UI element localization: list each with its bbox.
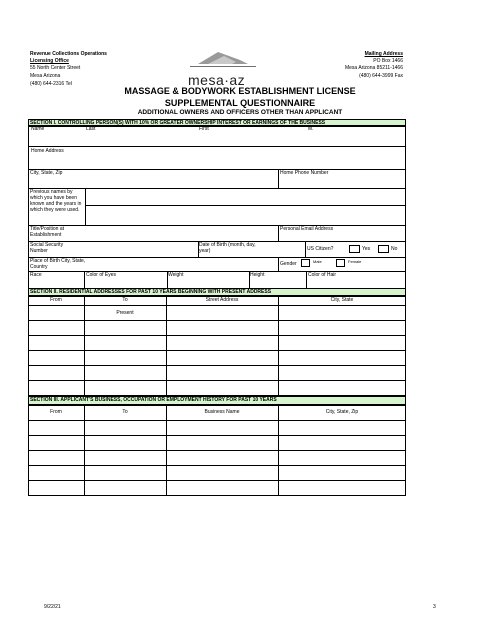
form-title: MASSAGE & BODYWORK ESTABLISHMENT LICENSE	[124, 86, 356, 96]
last-label: Last	[86, 126, 96, 132]
height-label: Height	[250, 272, 265, 278]
s3-row2[interactable]	[29, 436, 405, 450]
logo-mark-icon	[188, 50, 258, 68]
dob-label: Date of Birth (month, day, year)	[199, 242, 256, 254]
s2-row2[interactable]	[29, 321, 405, 335]
gender-male-checkbox[interactable]	[301, 259, 310, 267]
gender-male-label: Male	[313, 259, 322, 264]
personal-email-field[interactable]	[279, 233, 405, 240]
us-citizen-no-label: No	[391, 246, 398, 252]
eye-color-label: Color of Eyes	[86, 272, 117, 278]
ssn-label: Social Security Number	[30, 242, 64, 254]
previous-names-label: Previous names by which you have been known and the years in which they were used.	[30, 189, 82, 213]
mailing-fax: (480) 644-3999 Fax	[359, 73, 403, 79]
home-phone-field[interactable]	[279, 176, 405, 187]
form-subtitle: SUPPLEMENTAL QUESTIONNAIRE	[164, 98, 316, 108]
section3-header: SECTION III. APPLICANT'S BUSINESS, OCCUPATION OR EMPLOYMENT HISTORY FOR PAST 10 YEARS	[30, 397, 277, 403]
mi-label: M.	[308, 126, 314, 132]
title-position-field[interactable]	[95, 226, 277, 240]
previous-names-field-2[interactable]	[86, 206, 405, 224]
s2-col-to: To	[122, 297, 128, 303]
weight-field[interactable]	[168, 278, 248, 287]
s2-row1-city[interactable]	[279, 306, 405, 320]
us-citizen-yes-label: Yes	[362, 246, 371, 252]
home-address-field[interactable]	[29, 155, 405, 168]
s3-col-from: From	[50, 409, 62, 415]
s2-row6[interactable]	[29, 381, 405, 395]
race-field[interactable]	[29, 278, 83, 287]
form-subheading: ADDITIONAL OWNERS AND OFFICERS OTHER THAN APPLICANT	[137, 109, 343, 116]
us-citizen-yes-checkbox[interactable]	[349, 245, 360, 253]
home-address-label: Home Address	[31, 148, 64, 154]
place-of-birth-field[interactable]	[90, 258, 277, 270]
logo-text: mesa·az	[188, 72, 246, 88]
office-phone: (480) 644-2316 Tel	[30, 81, 72, 87]
s2-present-label: Present	[116, 310, 134, 316]
race-label: Race	[30, 272, 42, 278]
s3-row3[interactable]	[29, 451, 405, 465]
mailing-title: Mailing Address	[364, 51, 403, 57]
eye-color-field[interactable]	[85, 278, 166, 287]
height-field[interactable]	[250, 278, 305, 287]
gender-female-label: Female	[348, 259, 362, 264]
section2-header: SECTION II. RESIDENTIAL ADDRESSES FOR PAST 10 YEARS BEGINNING WITH PRESENT ADDRESS	[30, 289, 272, 295]
footer-date: 9/22/21	[44, 604, 61, 610]
place-of-birth-label: Place of Birth City, State, Country	[30, 258, 86, 270]
ssn-field[interactable]	[80, 242, 197, 256]
mailing-city: Mesa Arizona 85211-1466	[344, 65, 403, 71]
city-state-zip-label: City, State, Zip	[30, 170, 63, 176]
hair-color-label: Color of Hair	[308, 272, 337, 278]
s2-col-street: Street Address	[205, 297, 239, 303]
first-label: First	[199, 126, 209, 132]
personal-email-label: Personal Email Address	[280, 226, 334, 232]
page-number: 3	[433, 604, 436, 610]
s3-row1[interactable]	[29, 421, 405, 435]
title-position-label: Title/Position at Establishment	[30, 226, 64, 238]
us-citizen-label: US Citizen?	[307, 246, 334, 252]
s3-col-city: City, State, Zip	[325, 409, 359, 415]
name-field[interactable]	[29, 133, 405, 146]
s3-row4[interactable]	[29, 466, 405, 480]
previous-names-field-1[interactable]	[86, 189, 405, 205]
s2-row4[interactable]	[29, 351, 405, 365]
gender-label: Gender	[280, 261, 297, 267]
dob-field[interactable]	[260, 242, 304, 256]
office-name: Licensing Office	[30, 58, 69, 64]
s2-row5[interactable]	[29, 366, 405, 380]
office-city: Mesa Arizona	[30, 73, 61, 79]
mesa-logo	[188, 50, 258, 88]
section1-header: SECTION I. CONTROLLING PERSON(S) WITH 10% OR GREATER OWNERSHIP INTEREST OR EARNINGS OF THE BUSINESS	[30, 119, 326, 126]
org-name: Revenue Collections Operations	[30, 51, 107, 57]
hair-color-field[interactable]	[307, 278, 405, 287]
s2-row1-street[interactable]	[167, 306, 277, 320]
s3-row5[interactable]	[29, 481, 405, 495]
home-phone-label: Home Phone Number	[280, 170, 329, 176]
s2-col-city: City, State	[330, 297, 354, 303]
weight-label: Weight	[168, 272, 184, 278]
gender-female-checkbox[interactable]	[336, 259, 345, 267]
us-citizen-no-checkbox[interactable]	[378, 245, 389, 253]
office-street: 55 North Center Street	[30, 65, 81, 71]
s2-col-from: From	[50, 297, 62, 303]
city-state-zip-field[interactable]	[29, 176, 277, 187]
s3-col-business: Business Name	[204, 409, 240, 415]
mailing-box: PO Box 1466	[373, 58, 403, 64]
s3-col-to: To	[122, 409, 128, 415]
s2-row3[interactable]	[29, 336, 405, 350]
s2-row1-from[interactable]	[29, 306, 83, 320]
name-label: Name	[31, 126, 45, 132]
